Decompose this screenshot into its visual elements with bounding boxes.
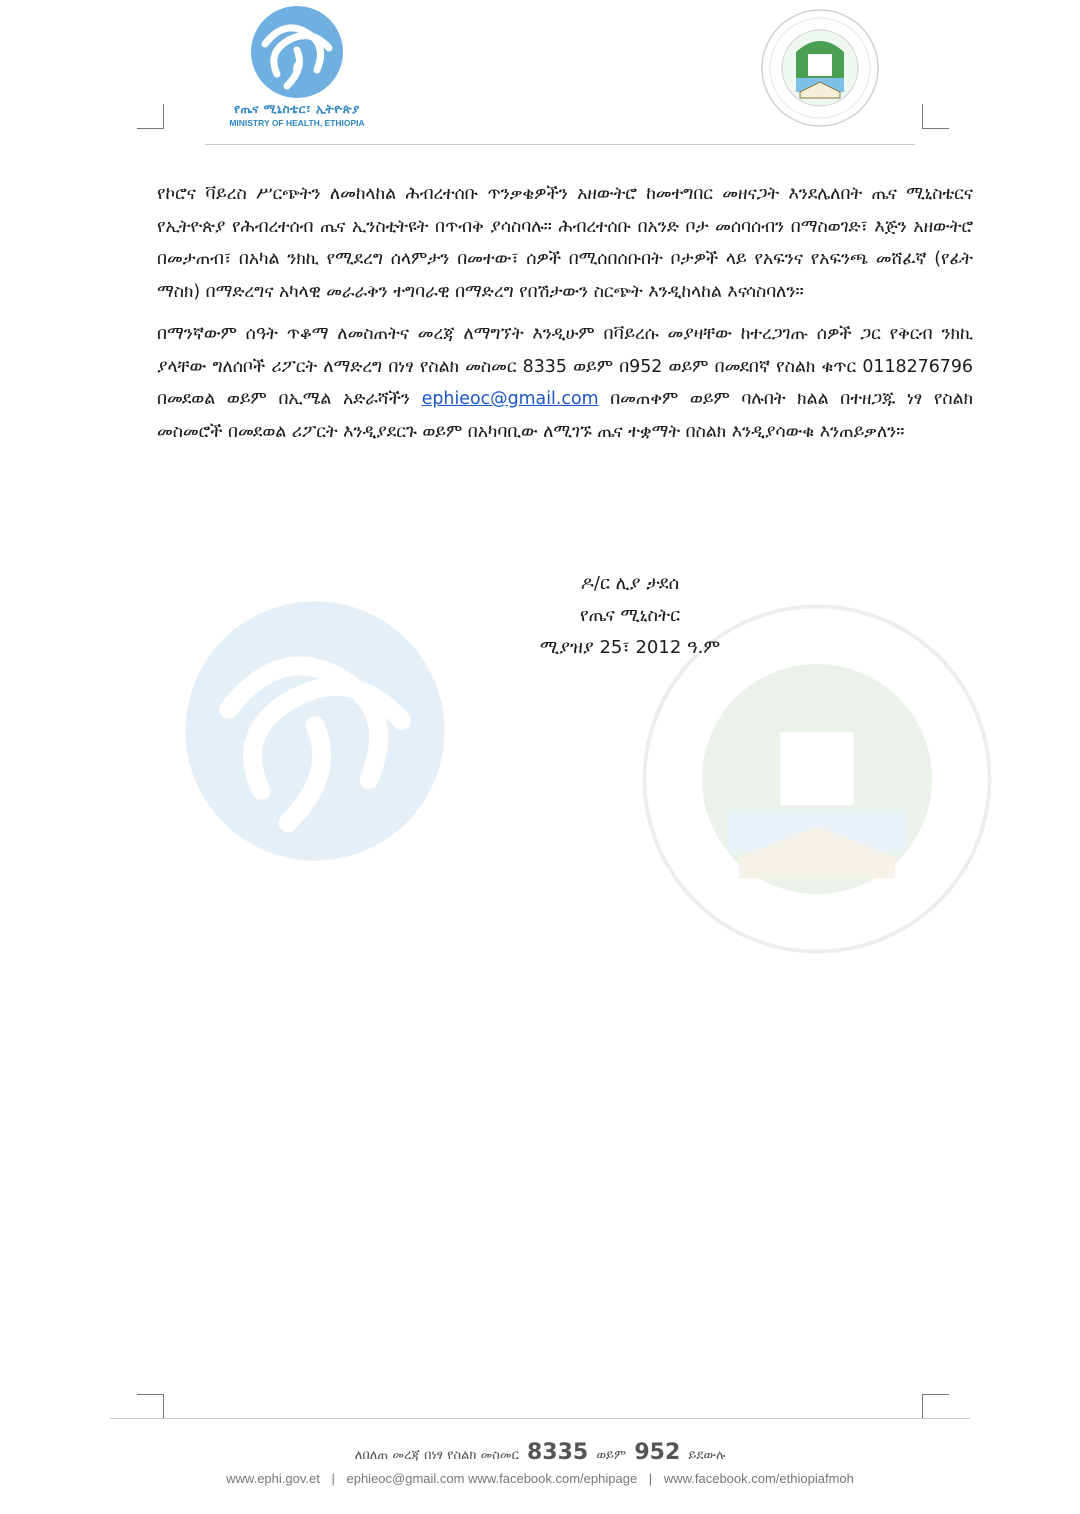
moh-watermark-emblem-icon <box>180 596 450 866</box>
footer-separator: | <box>648 1471 653 1486</box>
moh-emblem-icon <box>247 4 347 100</box>
hotline-number-952: 952 <box>634 1440 681 1465</box>
signature-block <box>430 568 830 664</box>
ephi-seal-icon <box>750 6 890 130</box>
header-divider <box>205 144 915 145</box>
footer-link-moh-facebook[interactable]: www.facebook.com/ethiopiafmoh <box>663 1471 854 1486</box>
paragraph-reporting-text-1: በማንኛውም ሰዓት ጥቆማ ለመስጠትና መረጃ ለማግኘት እንዲሁም በቫይረሱ መያዛቸው ከተረጋገጡ ሰዎች ጋር የቅርብ ንክኪ ያላቸው ግለሰቦች ሪፖርት ለማድረግ በነፃ የስልክ መስመር 8335 ወይም በ952 ወይም በመደበኛ የስልክ ቁጥር 0118276796 በመደወል ወይም በኢሜል አድራሻችን <box>157 324 973 409</box>
corner-mark-bottom-left <box>137 1394 164 1419</box>
corner-mark-top-right <box>922 104 949 129</box>
footer-link-email-facebook[interactable]: ephieoc@gmail.com www.facebook.com/ephipage <box>346 1471 638 1486</box>
signatory-name: ዶ/ር ሊያ ታደሰ <box>580 573 680 594</box>
email-link[interactable]: ephieoc@gmail.com <box>421 389 599 409</box>
signatory-title: የጤና ሚኒስትር <box>579 605 681 626</box>
hotline-number-8335: 8335 <box>527 1440 589 1465</box>
footer-links <box>0 1471 1080 1486</box>
footer <box>0 1440 1080 1486</box>
ephi-logo <box>750 6 890 130</box>
hotline-or: ወይም <box>596 1448 627 1463</box>
moh-name-english: MINISTRY OF HEALTH, ETHIOPIA <box>229 118 365 128</box>
footer-separator: | <box>331 1471 335 1486</box>
letter-date: ሚያዝያ 25፣ 2012 ዓ.ም <box>539 637 721 658</box>
footer-hotline <box>0 1440 1080 1465</box>
footer-divider <box>110 1418 970 1419</box>
corner-mark-top-left <box>137 104 164 129</box>
hotline-suffix: ይደውሉ <box>688 1448 726 1463</box>
footer-link-website[interactable]: www.ephi.gov.et <box>226 1471 320 1486</box>
paragraph-reporting-text-2: በመጠቀም ወይም ባሉበት ክልል በተዘጋጁ ነፃ የስልክ መስመሮች በመደወል ሪፖርት እንዲያደርጉ ወይም በአካባቢው ለሚገኙ ጤና ተቋማት በስልክ እንዲያሳውቁ እንጠይቃለን። <box>157 389 973 442</box>
paragraph-reporting <box>157 318 973 448</box>
corner-mark-bottom-right <box>922 1394 949 1419</box>
letterhead <box>0 0 1080 160</box>
letter-body <box>157 178 973 458</box>
paragraph-advisory: የኮሮና ቫይረስ ሥርጭትን ለመከላከል ሕብረተሰቡ ጥንቃቄዎችን አዘውትሮ ከመተግበር መዘናጋት እንደሌለበት ጤና ሚኒስቴርና የኢትዮጵያ የሕብረተሰብ ጤና ኢንስቲትዩት በጥብቅ ያሳስባሉ። ሕብረተሰቡ በአንድ ቦታ መሰባሰብን በማስወገድ፣ እጅን አዘውትሮ በመታጠብ፣ በአካል ንክኪ የሚደረግ ሰላምታን በመተው፣ ሰዎች በሚሰበሰቡበት ቦታዎች ላይ የአፍንና የአፍንጫ መሸፈኛ (የፊት ማስክ) በማድረግና አካላዊ መራራቅን ተግባራዊ በማድረግ የበሽታውን ስርጭት እንዲከላከል እናሳስባለን። <box>157 184 973 302</box>
hotline-prefix: ለበለጠ መረጃ በነፃ የስልክ መስመር <box>354 1448 519 1463</box>
moh-name-amharic: የጤና ሚኒስቴር፣ ኢትዮጵያ <box>234 102 360 116</box>
moh-logo <box>212 4 382 132</box>
